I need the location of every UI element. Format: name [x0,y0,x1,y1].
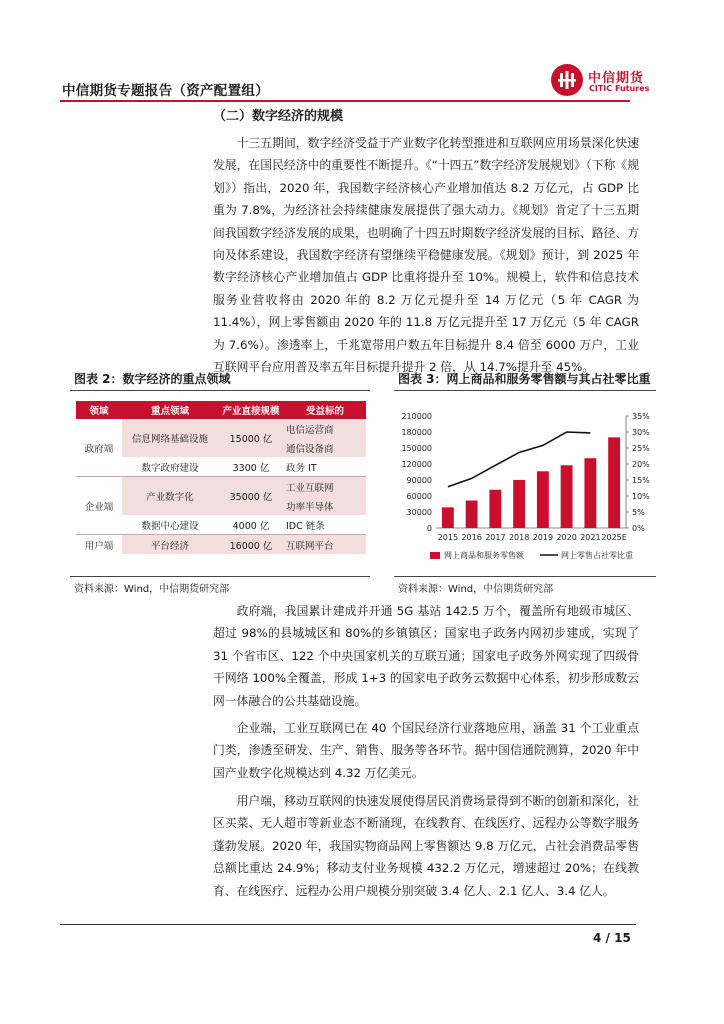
y-right-tick-label: 20% [632,460,650,469]
figure3-title-rule [394,390,656,391]
table-header-row [76,401,366,419]
cell-scale: 35000 亿 [218,477,284,516]
cell-area: 数字政府建设 [122,457,218,477]
bar-online-retail [513,480,525,528]
cell-beneficiary: 互联网平台 [284,535,366,555]
figure3-title: 图表 3：网上商品和服务零售额与其占社零比重 [398,372,651,386]
cell-beneficiary: IDC 链条 [284,515,366,535]
header-divider [60,100,630,102]
footer-divider [60,924,636,925]
y-right-tick-label: 10% [632,492,650,501]
legend-label-bar: 网上商品和服务零售额 [444,551,524,560]
key-areas-table [76,401,366,554]
cell-beneficiary: 功率半导体 [284,496,366,515]
x-tick-label: 2018 [508,533,530,542]
bar-online-retail [561,465,573,528]
page-number: 4 / 15 [593,931,631,945]
cell-beneficiary: 工业互联网 [284,477,366,497]
y-left-tick-label: 60000 [406,492,432,501]
paragraph-user: 用户端，移动互联网的快速发展使得居民消费场景得到不断的创新和深化，社区买菜、无人超市等新业态不断涌现，在线教育、在线医疗、远程办公等数字服务蓬勃发展。2020 年，我国实物商品网上零售额达 9.8 万亿元，占社会消费品零售总额比重达 24.9%；移动支付业务规模 432.2 万亿元，增速超过 20%；在线教育、在线医疗、远程办公用户规模分别突破 3.4 亿人、2.1 亿人、3.4 亿人。 [213,794,639,898]
paragraph-overview: 十三五期间，数字经济受益于产业数字化转型推进和互联网应用场景深化快速发展，在国民经济中的重要性不断提升。《“十四五”数字经济发展规划》（下称《规划》）指出，2020 年，我国数字经济核心产业增加值达 8.2 万亿元，占 GDP 比重为 7.8%，为经济社会持续健康发展提供了强大动力。《规划》肯定了十三五期间我国数字经济发展的成果，也明确了十四五时期数字经济发展的目标、路径、方向及体系建设，我国数字经济有望继续平稳健康发展。《规划》预计，到 2025 年数字经济核心产业增加值占 GDP 比重将提升至 10%。规模上，软件和信息技术服务业营收将由 2020 年的 8.2 万亿元提升至 14 万亿元（5 年 CAGR 为 11.4%），网上零售额由 2020 年的 11.8 万亿元提升至 17 万亿元（5 年 CAGR 为 7.6%）。渗透率上，千兆宽带用户数五年目标提升 8.4 倍至 6000 万户，工业互联网平台应用普及率五年目标提升提升 2 倍，从 14.7%提升至 45%。 [213,136,639,375]
y-left-tick-label: 120000 [401,460,432,469]
figure2-title: 图表 2：数字经济的重点领域 [74,372,231,386]
legend-label-line: 网上零售占社零比重 [561,551,633,560]
x-tick-label: 2019 [532,533,554,542]
paragraph-government: 政府端，我国累计建成并开通 5G 基站 142.5 万个，覆盖所有地级市城区、超过 98%的县城城区和 80%的乡镇镇区；国家电子政务内网初步建成，实现了 31 个省市区、122 个中央国家机关的互联互通；国家电子政务外网实现了四级骨干网络 100%全覆盖，形成 1+3 的国家电子政务云数据中心体系，初步形成数云网一体融合的公共基础设施。 [213,604,639,708]
y-left-tick-label: 90000 [406,476,432,485]
y-right-tick-label: 35% [632,412,650,421]
table-row [76,535,366,555]
header-scale: 产业直接规模 [218,401,284,419]
y-left-tick-label: 0 [426,524,432,533]
header-field: 领域 [76,401,122,419]
section-heading: （二）数字经济的规模 [213,109,344,124]
logo-en-text: CITIC Futures [589,84,650,93]
cell-area: 平台经济 [122,535,218,555]
logo-cn-text: 中信期货 [588,71,645,86]
cell-scale: 15000 亿 [218,419,284,457]
y-left-tick-label: 180000 [401,428,432,437]
table-row [76,419,366,438]
cell-area: 信息网络基础设施 [122,419,218,457]
y-left-tick-label: 210000 [401,412,432,421]
bar-online-retail [489,490,501,528]
paragraph-enterprise: 企业端，工业互联网已在 40 个国民经济行业落地应用，涵盖 31 个工业重点门类，渗透至研发、生产、销售、服务等各环节。据中国信通院测算，2020 年中国产业数字化规模达到 4.32 万亿美元。 [213,721,639,780]
header-beneficiary: 受益标的 [284,401,366,419]
cell-area: 数据中心建设 [122,515,218,535]
x-tick-label: 2020 [556,533,577,542]
x-tick-label: 2025E [601,533,627,542]
figure2-source: 资料来源：Wind，中信期货研究部 [74,584,230,595]
cell-area: 产业数字化 [122,477,218,516]
y-right-tick-label: 25% [632,444,650,453]
header-key-area: 重点领域 [122,401,218,419]
figure2-title-rule [70,390,370,391]
table-row [76,477,366,497]
x-tick-label: 2021 [580,533,601,542]
figure3-source: 资料来源：Wind，中信期货研究部 [398,584,554,595]
cell-beneficiary: 政务 IT [284,457,366,477]
bar-online-retail [608,437,620,528]
cell-scale: 3300 亿 [218,457,284,477]
bar-online-retail [584,458,596,528]
cell-beneficiary: 电信运营商 [284,419,366,438]
figure2-source-rule [70,576,370,577]
y-left-tick-label: 150000 [401,444,432,453]
legend-swatch-bar [430,552,440,559]
group-user: 用户端 [76,535,122,555]
citic-logo-icon [551,64,583,96]
group-gov: 政府端 [76,419,122,477]
company-logo [551,62,661,98]
cell-beneficiary: 通信设备商 [284,438,366,457]
y-right-tick-label: 30% [632,428,650,437]
bar-online-retail [466,501,478,528]
bar-online-retail [537,471,549,528]
cell-scale: 4000 亿 [218,515,284,535]
bar-online-retail [442,507,454,528]
y-right-tick-label: 5% [632,508,645,517]
y-left-tick-label: 30000 [406,508,432,517]
online-retail-chart [394,396,656,572]
group-ent: 企业端 [76,477,122,535]
report-title: 中信期货专题报告（资产配置组） [62,83,269,99]
figure3-source-rule [394,576,656,577]
cell-scale: 16000 亿 [218,535,284,555]
x-tick-label: 2016 [461,533,482,542]
x-tick-label: 2017 [485,533,506,542]
y-right-tick-label: 0% [632,524,645,533]
x-tick-label: 2015 [437,533,459,542]
y-right-tick-label: 15% [632,476,650,485]
